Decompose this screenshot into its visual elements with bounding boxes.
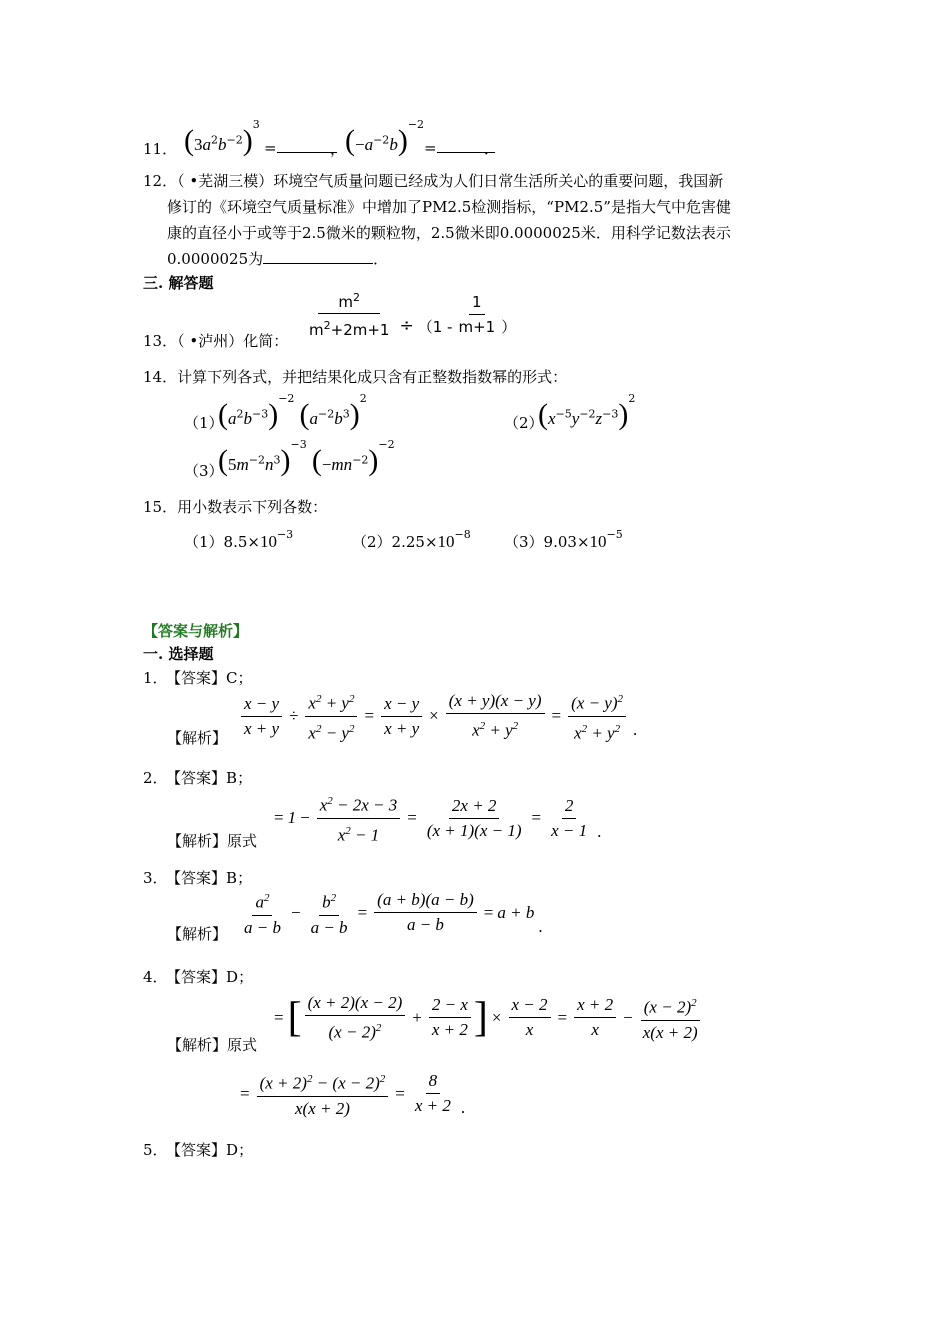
q12-line4-text: 0.0000025为: [167, 250, 264, 268]
answer-4-derivation-line1: = [ $\frac{(x + 2)(x - 2)}{(x - 2)^2}$ + $\frac{2 - x}{x + 2}$ ] × $\frac{x - 2}{x}$ = $\frac{x + 2}{x}$ − $\frac{(x - 2)^2}{x(x + 2)}$: [274, 993, 698, 1042]
q15-part2: $(2)2.25\times 10^{-8}$: [352, 528, 471, 551]
answer-3-number: 3．: [143, 869, 168, 887]
answer-2-derivation: = 1 − $\frac{x^2 - 2x - 3}{x^2 - 1}$ = $\frac{2x + 2}{(x + 1)(x - 1)}$ = $\frac{2}{x - 1}$ .: [270, 790, 605, 846]
q11-blank-1[interactable]: =: [264, 137, 337, 159]
answer-1-label: [143, 667, 253, 689]
section-3-heading: 三. 解答题: [143, 274, 214, 292]
q15-part1: $(1)8.5\times 10^{-3}$: [184, 528, 294, 551]
q15-part3-exponent: −5: [606, 528, 623, 541]
q12-blank[interactable]: [263, 249, 373, 264]
q15-part2-exponent: −8: [454, 528, 471, 541]
answers-heading: 【答案与解析】: [143, 622, 249, 640]
q14-part2-expression: $(x^{-5}y^{-2}z^{-3})^2$: [538, 392, 636, 431]
answer-4-number: 4．: [143, 968, 168, 986]
q11-expression-2: $(-a^{-2}b)^{-2}$: [345, 118, 425, 157]
q15-title: 15．用小数表示下列各数：: [143, 498, 328, 516]
answer-4-text: 【答案】D；: [173, 968, 254, 986]
q11-number: 11．: [143, 140, 178, 158]
answer-4-analysis-label: 【解析】原式: [167, 1036, 258, 1054]
q12-line2: 修订的《环境空气质量标准》中增加了PM2.5检测指标，“PM2.5”是指大气中危害健: [167, 198, 731, 216]
answer-1-analysis-label: 【解析】: [167, 729, 228, 747]
q14-part3-expression: $(5m^{-2}n^3)^{-3}$ $(-mn^{-2})^{-2}$: [218, 438, 395, 477]
answer-3-text: 【答案】B；: [173, 869, 253, 887]
answer-2-text: 【答案】B；: [173, 769, 253, 787]
q13-prefix: 13．（ •泸州）化简：: [143, 332, 289, 350]
answer-5-text: 【答案】D；: [173, 1141, 254, 1159]
q12-line3: 康的直径小于或等于2.5微米的颗粒物，2.5微米即0.0000025米．用科学记数法表示: [167, 224, 731, 242]
q15-part1-label: （1）8.5×: [184, 533, 260, 551]
q14-part1-expression: $(a^2b^{-3})^{-2}$ $(a^{-2}b^3)^2$: [218, 392, 367, 431]
section-1-heading: 一. 选择题: [143, 645, 214, 663]
answer-2-analysis-label: 【解析】原式: [167, 832, 258, 850]
q15-part3-label: （3）9.03×: [504, 533, 590, 551]
answer-2-label: [143, 767, 252, 789]
q11-separator: ，: [330, 140, 346, 158]
q14-title: 14．计算下列各式，并把结果化成只含有正整数指数幂的形式：: [143, 368, 568, 386]
q14-part2-label: （2）: [504, 414, 544, 432]
answer-5-label: [143, 1139, 253, 1161]
answer-3-label: [143, 867, 252, 889]
answer-4-derivation-line2: = $\frac{(x + 2)^2 - (x - 2)^2}{x(x + 2)}$ = $\frac{8}{x + 2}$ .: [236, 1068, 469, 1120]
q12-end: ．: [373, 250, 389, 268]
q11-blank-2[interactable]: =: [424, 137, 495, 159]
answer-1-text: 【答案】C；: [173, 669, 253, 687]
answer-4-label: [143, 966, 253, 988]
q12-line1: 12．（ •芜湖三模）环境空气质量问题已经成为人们日常生活所关心的重要问题，我国新: [143, 172, 724, 190]
q13-expression: $\frac{m^2}{m^2+2m+1}$ ÷ （1 - $\frac{1}{m+1}$ ）: [303, 287, 516, 341]
q11-expression-1: $(3a^2b^{-2})^3$: [184, 118, 260, 157]
answer-5-number: 5．: [143, 1141, 168, 1159]
q14-part3-label: （3）: [184, 462, 224, 480]
q11-end: ．: [484, 140, 500, 158]
q15-part1-exponent: −3: [276, 528, 294, 541]
q12-line4: [167, 248, 388, 270]
answer-3-analysis-label: 【解析】: [167, 925, 228, 943]
answer-1-number: 1．: [143, 669, 168, 687]
q15-part2-label: （2）2.25×: [352, 533, 438, 551]
q15-part3: $(3)9.03\times 10^{-5}$: [504, 528, 623, 551]
answer-1-derivation: $\frac{x - y}{x + y}$ ÷ $\frac{x^2 + y^2}{x^2 - y^2}$ = $\frac{x - y}{x + y}$ × $\frac{(x + y)(x - y)}{x^2 + y^2}$ = $\frac{(x - y)^2}{x^2 + y^2}$ .: [238, 688, 641, 744]
q13-paren-close: ）: [501, 317, 517, 336]
q14-part1-label: （1）: [184, 414, 224, 432]
answer-2-number: 2．: [143, 769, 168, 787]
answer-3-derivation: $\frac{a^2}{a - b}$ − $\frac{b^2}{a - b}$ = $\frac{(a + b)(a - b)}{a - b}$ = a + b .: [238, 887, 547, 939]
q13-paren-open: （1 -: [417, 317, 453, 336]
